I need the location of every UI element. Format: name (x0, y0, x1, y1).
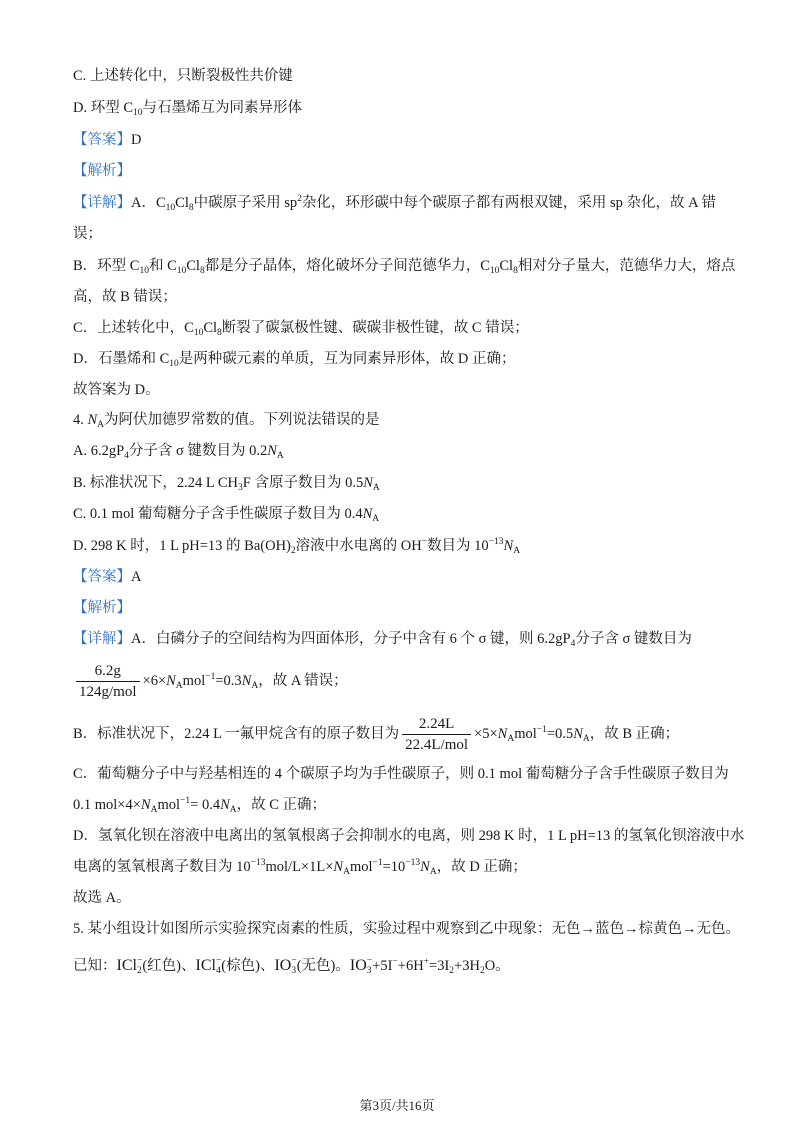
q4-option-b: B. 标准状况下，2.24 L $CH_3F$ 含原子数目为 $0.5N_A$ (73, 475, 380, 493)
page-footer: 第3页/共16页 (359, 1098, 435, 1113)
q4-answer: 【答案】A (73, 569, 142, 585)
q3-conclusion: 故答案为 D。 (73, 382, 160, 398)
q3-answer: 【答案】D (73, 132, 142, 148)
q4-option-a: A. $6.2gP_4$分子含 σ 键数目为 $0.2N_A$ (73, 443, 284, 461)
q3-option-c: C. 上述转化中，只断裂极性共价键 (73, 68, 293, 84)
q4-analysis-label: 【解析】 (73, 600, 131, 616)
q4-detail-c: C．葡萄糖分子中与羟基相连的 4 个碳原子均为手性碳原子，则 0.1 mol 葡萄糖分子含手性碳原子数目为 (73, 766, 729, 782)
q3-detail-a-cont: 误； (73, 226, 102, 242)
q5-known: 已知：ICl − 2 (红色)、ICl − 4 (棕色)、IO − 3 (无色)。IO − 3 $+5I^-+6H^+=3I_2+3H_2O$。 (73, 953, 734, 979)
q5-stem: 5. 某小组设计如图所示实验探究卤素的性质，实验过程中观察到乙中现象：无色→蓝色→棕黄色→无色。 (73, 921, 740, 937)
q3-detail-c: C．上述转化中，$C_{10}Cl_8$断裂了碳氯极性键、碳碳非极性键，故 C 错误； (73, 320, 529, 338)
q4-detail-b: B．标准状况下，2.24 L 一氟甲烷含有的原子数目为 $\frac{2.24L}{\text{22.4L/mol}}$ $\times 5\times N_Amol^{-1}=0.5N_A$，故 B 正确； (73, 716, 680, 753)
ion-icl2: ICl − 2 (116, 956, 143, 977)
answer-label: 【答案】 (73, 569, 131, 585)
q3-detail-b: B．环型 $C_{10}$和 $C_{10}Cl_8$都是分子晶体，熔化破坏分子间范德华力，$C_{10}Cl_8$相对分子量大，范德华力大，熔点 (73, 258, 736, 276)
q4-conclusion: 故选 A。 (73, 890, 131, 906)
fraction: $\frac{6.2g}{\text{124g/mol}}$ (76, 661, 140, 702)
q4-detail-a-formula: $\frac{6.2g}{\text{124g/mol}}$ $\times 6\times N_Amol^{-1}=0.3N_A$，故 A 错误； (73, 661, 734, 702)
q4-option-c: C. 0.1 mol 葡萄糖分子含手性碳原子数目为 $0.4N_A$ (73, 506, 380, 524)
answer-label: 【答案】 (73, 132, 131, 148)
q4-detail-c-cont: 0.1 $mol\times 4\times N_Amol^{-1}= 0.4N_A$，故 C 正确； (73, 796, 327, 815)
ion-io3-eq: IO − 3 (349, 956, 373, 977)
q4-detail-d-cont: 电离的氢氧根离子数目为 $10^{-13}mol/L\times 1L\times N_Amol^{-1}=10^{-13}N_A$，故 D 正确； (73, 858, 527, 877)
q4-option-d: D. 298 K 时，1 L pH=13 的 $Ba(OH)_2$溶液中水电离的 OH−数目为 $10^{-13}N_A$ (73, 537, 521, 556)
q4-stem: 4. $N_A$为阿伏加德罗常数的值。下列说法错误的是 (73, 412, 380, 430)
q3-detail-b-cont: 高，故 B 错误； (73, 289, 177, 305)
fraction: $\frac{2.24L}{\text{22.4L/mol}}$ (402, 714, 471, 755)
q3-detail-d: D．石墨烯和 $C_{10}$是两种碳元素的单质，互为同素异形体，故 D 正确； (73, 351, 516, 369)
ion-io3: IO − 3 (274, 956, 297, 977)
q3-analysis-label: 【解析】 (73, 163, 131, 179)
ion-icl4: ICl − 4 (195, 956, 222, 977)
q3-option-d: D. 环型 $C_{10}$与石墨烯互为同素异形体 (73, 100, 303, 118)
q4-detail-d: D．氢氧化钡在溶液中电离出的氢氧根离子会抑制水的电离，则 298 K 时，1 L pH=13 的氢氧化钡溶液中水 (73, 828, 745, 844)
q4-detail-a: 【详解】A．白磷分子的空间结构为四面体形，分子中含有 6 个 σ 键，则 $6.2gP_4$分子含 σ 键数目为 (73, 631, 692, 649)
q3-detail-a: 【详解】A．$C_{10}Cl_8$中碳原子采用 $sp^2$杂化，环形碳中每个碳原子都有两根双键，采用 sp 杂化，故 A 错 (73, 194, 716, 213)
